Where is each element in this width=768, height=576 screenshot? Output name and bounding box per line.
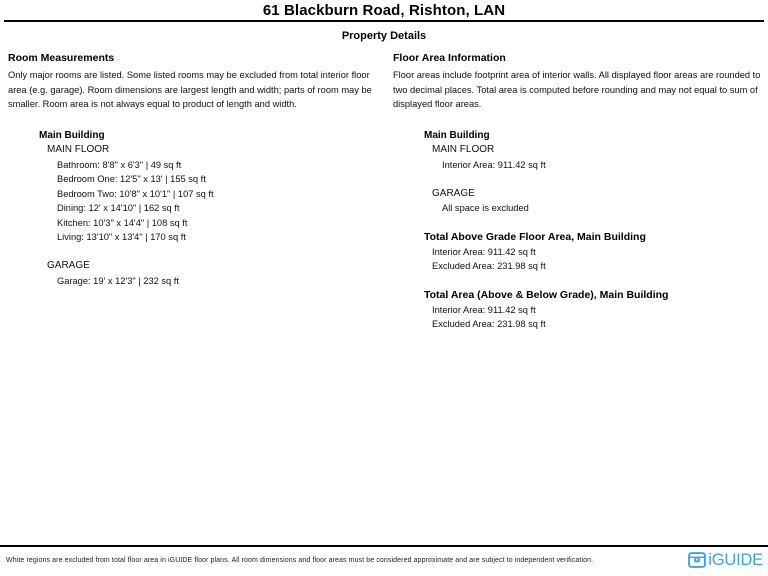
iguide-camera-icon [688, 552, 706, 568]
room-measurements-description: Only major rooms are listed. Some listed rooms may be excluded from total interior floor area (e.g. garage). Room dimensions are largest length and width; parts of room may be smaller. Room area is not always equal to product of length and width. [8, 70, 372, 110]
area-line: All space is excluded [442, 203, 529, 214]
floor-area-information-section [393, 52, 763, 332]
floor-name: MAIN FLOOR [432, 144, 495, 156]
total-line: Interior Area: 911.42 sq ft [432, 304, 536, 315]
footer [6, 549, 763, 571]
total-line: Interior Area: 911.42 sq ft [432, 246, 536, 257]
room-line: Kitchen: 10'3" x 14'4" | 108 sq ft [57, 217, 188, 228]
total-line: Excluded Area: 231.98 sq ft [432, 319, 546, 330]
floor-area-heading: Floor Area Information [393, 52, 506, 64]
room-line: Garage: 19' x 12'3" | 232 sq ft [57, 275, 179, 286]
floor-name: GARAGE [432, 187, 475, 199]
area-line: Interior Area: 911.42 sq ft [442, 159, 546, 170]
total-heading: Total Above Grade Floor Area, Main Building [424, 231, 646, 244]
building-name: Main Building [39, 129, 105, 141]
room-measurements-list [8, 129, 382, 289]
footer-divider [0, 545, 768, 547]
room-measurements-heading: Room Measurements [8, 52, 115, 64]
iguide-logo-text: iGUIDE [708, 550, 763, 569]
floor-name: MAIN FLOOR [47, 144, 110, 156]
title-divider [4, 20, 764, 22]
spacer [393, 216, 763, 231]
room-line: Living: 13'10" x 13'4" | 170 sq ft [57, 232, 186, 243]
total-heading: Total Area (Above & Below Grade), Main Building [424, 289, 669, 302]
footer-disclaimer: White regions are excluded from total floor area in iGUIDE floor plans. All room dimensions and floor areas must be considered approximate and are subject to independent verification. [6, 556, 594, 564]
spacer [393, 172, 763, 187]
room-line: Bathroom: 8'8" x 6'3" | 49 sq ft [57, 159, 182, 170]
floor-name: GARAGE [47, 260, 90, 272]
building-name: Main Building [424, 129, 490, 141]
spacer [8, 245, 382, 260]
room-measurements-section [8, 52, 382, 288]
room-line: Bedroom Two: 10'8" x 10'1" | 107 sq ft [57, 188, 214, 199]
total-line: Excluded Area: 231.98 sq ft [432, 261, 546, 272]
spacer [393, 274, 763, 289]
room-line: Dining: 12' x 14'10" | 162 sq ft [57, 203, 180, 214]
floor-area-list [393, 129, 763, 332]
iguide-logo [688, 552, 763, 569]
room-line: Bedroom One: 12'5" x 13' | 155 sq ft [57, 174, 206, 185]
floor-area-description: Floor areas include footprint area of interior walls. All displayed floor areas are rounded to two decimal places. Total area is computed before rounding and may not equal to sum of displayed floor areas. [393, 70, 761, 110]
page-title: 61 Blackburn Road, Rishton, LAN [262, 2, 506, 19]
page-subtitle: Property Details [341, 30, 427, 42]
